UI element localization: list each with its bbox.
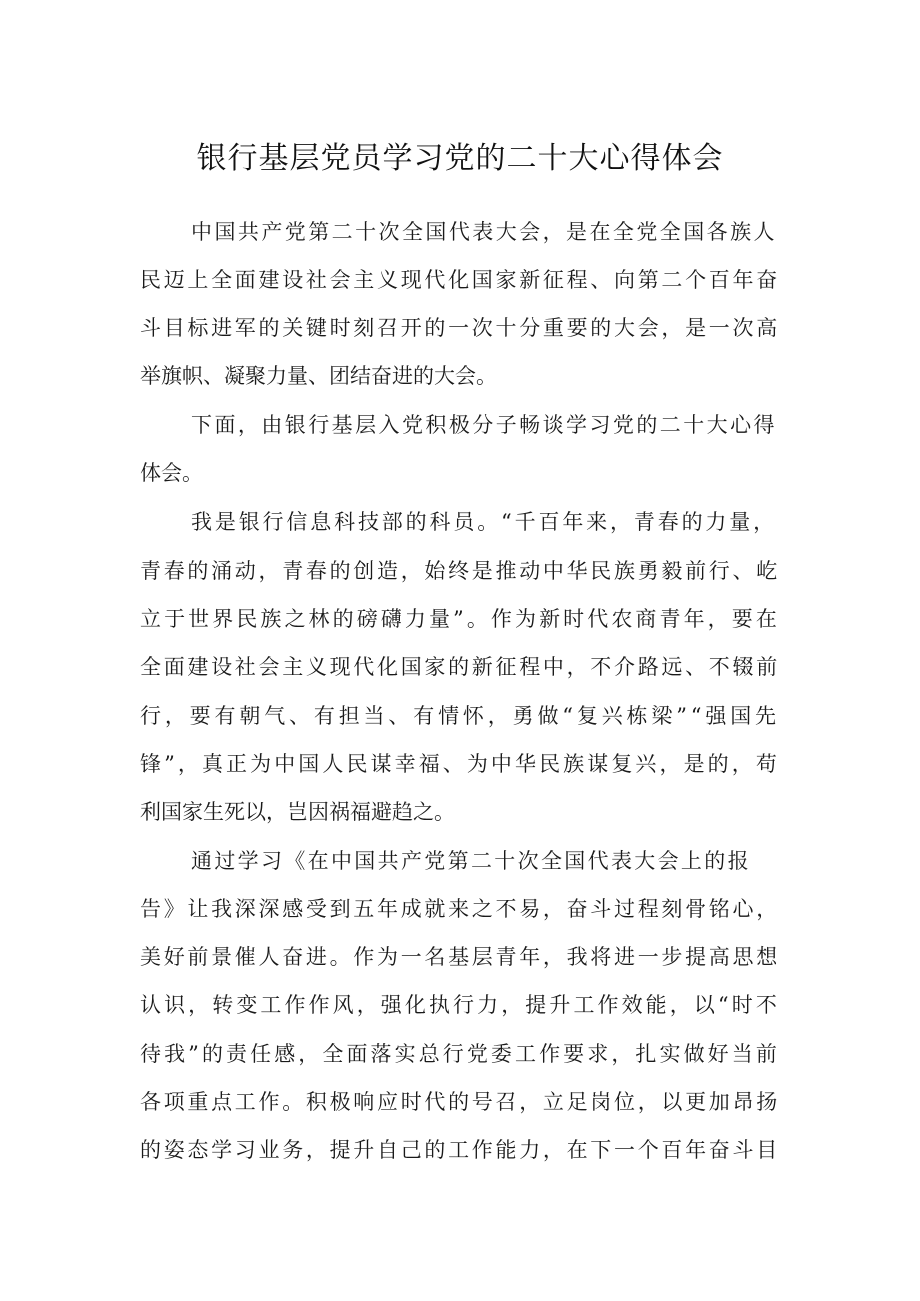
- paragraph-4-line: 的姿态学习业务，提升自己的工作能力，在下一个百年奋斗目: [140, 1138, 780, 1162]
- paragraph-3-line: 全面建设社会主义现代化国家的新征程中，不介路远、不辍前: [140, 655, 780, 679]
- paragraph-1-line: 斗目标进军的关键时刻召开的一次十分重要的大会，是一次高: [140, 316, 780, 340]
- paragraph-2-line: 体会。: [140, 461, 203, 485]
- paragraph-1-line: 中国共产党第二十次全国代表大会，是在全党全国各族人: [191, 220, 777, 244]
- paragraph-3-line: 锋”，真正为中国人民谋幸福、为中华民族谋复兴，是的，苟: [140, 752, 780, 776]
- paragraph-1-line: 民迈上全面建设社会主义现代化国家新征程、向第二个百年奋: [140, 268, 780, 292]
- paragraph-2-line: 下面，由银行基层入党积极分子畅谈学习党的二十大心得: [191, 413, 777, 437]
- paragraph-3-line: 利国家生死以，岂因祸福避趋之。: [140, 800, 455, 824]
- paragraph-1-line: 举旗帜、凝聚力量、团结奋进的大会。: [140, 364, 497, 388]
- paragraph-3-line: 行，要有朝气、有担当、有情怀，勇做“复兴栋梁”“强国先: [140, 704, 780, 728]
- paragraph-4-line: 美好前景催人奋进。作为一名基层青年，我将进一步提高思想: [140, 945, 780, 969]
- paragraph-4-line: 待我”的责任感，全面落实总行党委工作要求，扎实做好当前: [140, 1042, 780, 1066]
- paragraph-4-line: 认识，转变工作作风，强化执行力，提升工作效能，以“时不: [140, 993, 780, 1017]
- paragraph-3-line: 立于世界民族之林的磅礴力量”。作为新时代农商青年，要在: [140, 607, 780, 631]
- document-title: 银行基层党员学习党的二十大心得体会: [196, 141, 724, 176]
- paragraph-3-line: 青春的涌动，青春的创造，始终是推动中华民族勇毅前行、屹: [140, 559, 780, 583]
- paragraph-4-line: 告》让我深深感受到五年成就来之不易，奋斗过程刻骨铭心，: [140, 897, 780, 921]
- paragraph-3-line: 我是银行信息科技部的科员。“千百年来，青春的力量，: [191, 510, 777, 534]
- paragraph-4-line: 各项重点工作。积极响应时代的号召，立足岗位，以更加昂扬: [140, 1090, 780, 1114]
- paragraph-4-line: 通过学习《在中国共产党第二十次全国代表大会上的报: [191, 849, 751, 873]
